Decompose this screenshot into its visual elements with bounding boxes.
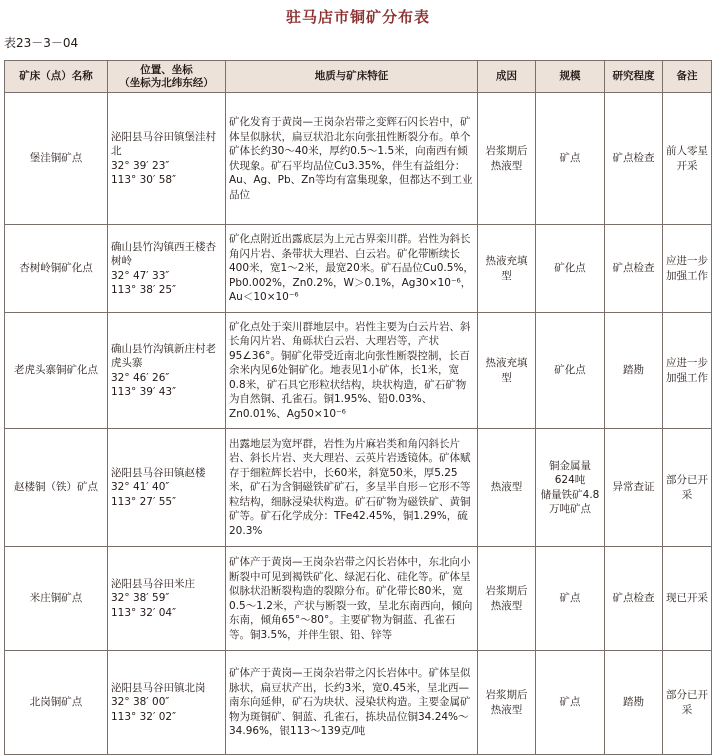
deposit-scale (536, 547, 605, 651)
latitude: 32° 38′ 59″ (111, 592, 170, 605)
page-title: 驻马店市铜矿分布表 (285, 8, 430, 26)
geology-features: 矿体产于黄岗—王岗杂岩带之闪长岩体中，东北向小断裂中可见到褐铁矿化、绿泥石化、硅化等。矿体呈似脉状沿断裂构造的裂隙分布。矿化带长80米，宽0.5～1.2米，产状与断裂一致，呈北东南西向，倾向东南，倾角65°～80°。主要矿物为铜蓝、孔雀石等。铜3.5%，并伴生银、铅、锌等 (226, 547, 478, 651)
scale-line: 矿点 (559, 696, 581, 709)
location-text: 确山县竹沟镇新庄村老虎头寨 (111, 342, 216, 369)
table-row (5, 429, 712, 547)
deposit-name: 北岗铜矿点 (5, 651, 108, 755)
geology-features: 矿化点处于栾川群地层中。岩性主要为白云片岩、斜长角闪片岩、角砾状白云岩、大理岩等，产状95∠36°。铜矿化带受近南北向张性断裂控制，长百余米内见6处铜矿化。地表见1小矿体，长1米，宽0.8米，矿石具它形粒状结构，块状构造，矿石矿物为自然铜、孔雀石。铜1.95%、铅0.03%、Zn0.01%、Ag50×10⁻⁶ (226, 313, 478, 429)
scale-line: 矿化点 (554, 364, 586, 377)
scale-line: 矿化点 (554, 262, 586, 275)
remark: 部分已开采 (663, 651, 712, 755)
genesis-type: 岩浆期后热液型 (478, 93, 536, 225)
table-row (5, 651, 712, 755)
copper-deposit-table (4, 60, 712, 755)
deposit-name: 赵楼铜（铁）矿点 (5, 429, 108, 547)
deposit-scale (536, 313, 605, 429)
remark: 部分已开采 (663, 429, 712, 547)
location-text: 泌阳县马谷田米庄 (111, 577, 195, 590)
location-text: 泌阳县马谷田镇堡洼村北 (111, 130, 216, 157)
latitude: 32° 38′ 00″ (111, 696, 170, 709)
longitude: 113° 32′ 02″ (111, 710, 176, 723)
remark: 前人零星开采 (663, 93, 712, 225)
header-position-line1: 位置、坐标 (140, 63, 193, 76)
research-level: 矿点检查 (605, 547, 663, 651)
remark: 现已开采 (663, 547, 712, 651)
genesis-type: 岩浆期后热液型 (478, 547, 536, 651)
latitude: 32° 41′ 40″ (111, 481, 170, 494)
header-features: 地质与矿床特征 (226, 61, 478, 93)
scale-line: 万吨矿点 (549, 503, 591, 515)
scale-line: 矿点 (559, 592, 581, 605)
deposit-scale (536, 93, 605, 225)
location-text: 泌阳县马谷田镇北岗 (111, 681, 206, 694)
deposit-scale (536, 429, 605, 547)
genesis-type: 热液型 (478, 429, 536, 547)
location-text: 确山县竹沟镇西王楼杏树岭 (111, 240, 216, 267)
header-remark: 备注 (663, 61, 712, 93)
table-row (5, 547, 712, 651)
scale-line: 储量铁矿4.8 (540, 488, 600, 501)
table-number: 表23－3－04 (4, 36, 79, 50)
scale-line: 624吨 (554, 474, 586, 486)
table-row (5, 225, 712, 313)
latitude: 32° 46′ 26″ (111, 371, 170, 384)
research-level: 踏勘 (605, 313, 663, 429)
remark: 应进一步加强工作 (663, 225, 712, 313)
geology-features: 出露地层为宽坪群，岩性为片麻岩类和角闪斜长片岩、斜长片岩、夹大理岩、云英片岩透镜体。矿体赋存于细粒辉长岩中，长60米，斜宽50米，厚5.25米，矿石为含铜磁铁矿矿石，多呈半自形－它形不等粒结构，细脉浸染状构造。矿石矿物为磁铁矿、黄铜矿等。矿石化学成分：TFe42.45%，铜1.29%，硫20.3% (226, 429, 478, 547)
geology-features: 矿化发育于黄岗—王岗杂岩带之变辉石闪长岩中，矿体呈似脉状，扁豆状沿北东向张扭性断裂分布。单个矿体长约30～40米，厚约0.5～1.5米，向南西有倾伏现象。矿石平均品位Cu3.35%，伴生有益组分：Au、Ag、Pb、Zn等均有富集现象，但都达不到工业品位 (226, 93, 478, 225)
header-position (108, 61, 226, 93)
deposit-position (108, 429, 226, 547)
longitude: 113° 38′ 25″ (111, 284, 176, 296)
scale-line: 铜金属量 (549, 459, 591, 472)
latitude: 32° 47′ 33″ (111, 269, 170, 282)
header-position-line2: （坐标为北纬东经） (119, 76, 214, 89)
deposit-name: 米庄铜矿点 (5, 547, 108, 651)
research-level: 矿点检查 (605, 93, 663, 225)
table-row (5, 93, 712, 225)
deposit-name: 堡洼铜矿点 (5, 93, 108, 225)
genesis-type: 岩浆期后热液型 (478, 651, 536, 755)
header-genesis: 成因 (478, 61, 536, 93)
scale-line: 矿点 (559, 152, 581, 165)
deposit-name: 老虎头寨铜矿化点 (5, 313, 108, 429)
longitude: 113° 27′ 55″ (111, 495, 176, 508)
header-name: 矿床（点）名称 (5, 61, 108, 93)
header-research: 研究程度 (605, 61, 663, 93)
deposit-position (108, 651, 226, 755)
longitude: 113° 32′ 04″ (111, 606, 176, 619)
deposit-position (108, 93, 226, 225)
deposit-position (108, 313, 226, 429)
remark: 应进一步加强工作 (663, 313, 712, 429)
deposit-scale (536, 225, 605, 313)
header-scale: 规模 (536, 61, 605, 93)
geology-features: 矿体产于黄岗—王岗杂岩带之闪长岩体中。矿体呈似脉状，扁豆状产出，长约3米，宽0.45米，呈北西—南东向延伸，矿石为块状、浸染状构造。主要金属矿物为斑铜矿、铜蓝、孔雀石，拣块品位铜34.24%～34.96%，银113～139克/吨 (226, 651, 478, 755)
longitude: 113° 39′ 43″ (111, 386, 176, 398)
latitude: 32° 39′ 23″ (111, 159, 170, 172)
research-level: 矿点检查 (605, 225, 663, 313)
deposit-name: 杏树岭铜矿化点 (5, 225, 108, 313)
deposit-position (108, 225, 226, 313)
research-level: 异常查证 (605, 429, 663, 547)
table-header-row (5, 61, 712, 93)
deposit-position (108, 547, 226, 651)
deposit-scale (536, 651, 605, 755)
location-text: 泌阳县马谷田镇赵楼 (111, 466, 206, 479)
research-level: 踏勘 (605, 651, 663, 755)
longitude: 113° 30′ 58″ (111, 174, 176, 186)
genesis-type: 热液充填型 (478, 313, 536, 429)
geology-features: 矿化点附近出露底层为上元古界栾川群。岩性为斜长角闪片岩、条带状大理岩、白云岩。矿化带断续长400米，宽1～2米，最宽20米。矿石品位Cu0.5%，Pb0.002%，Zn0.2%，W＞0.1%，Ag30×10⁻⁶，Au＜10×10⁻⁶ (226, 225, 478, 313)
genesis-type: 热液充填型 (478, 225, 536, 313)
table-row (5, 313, 712, 429)
